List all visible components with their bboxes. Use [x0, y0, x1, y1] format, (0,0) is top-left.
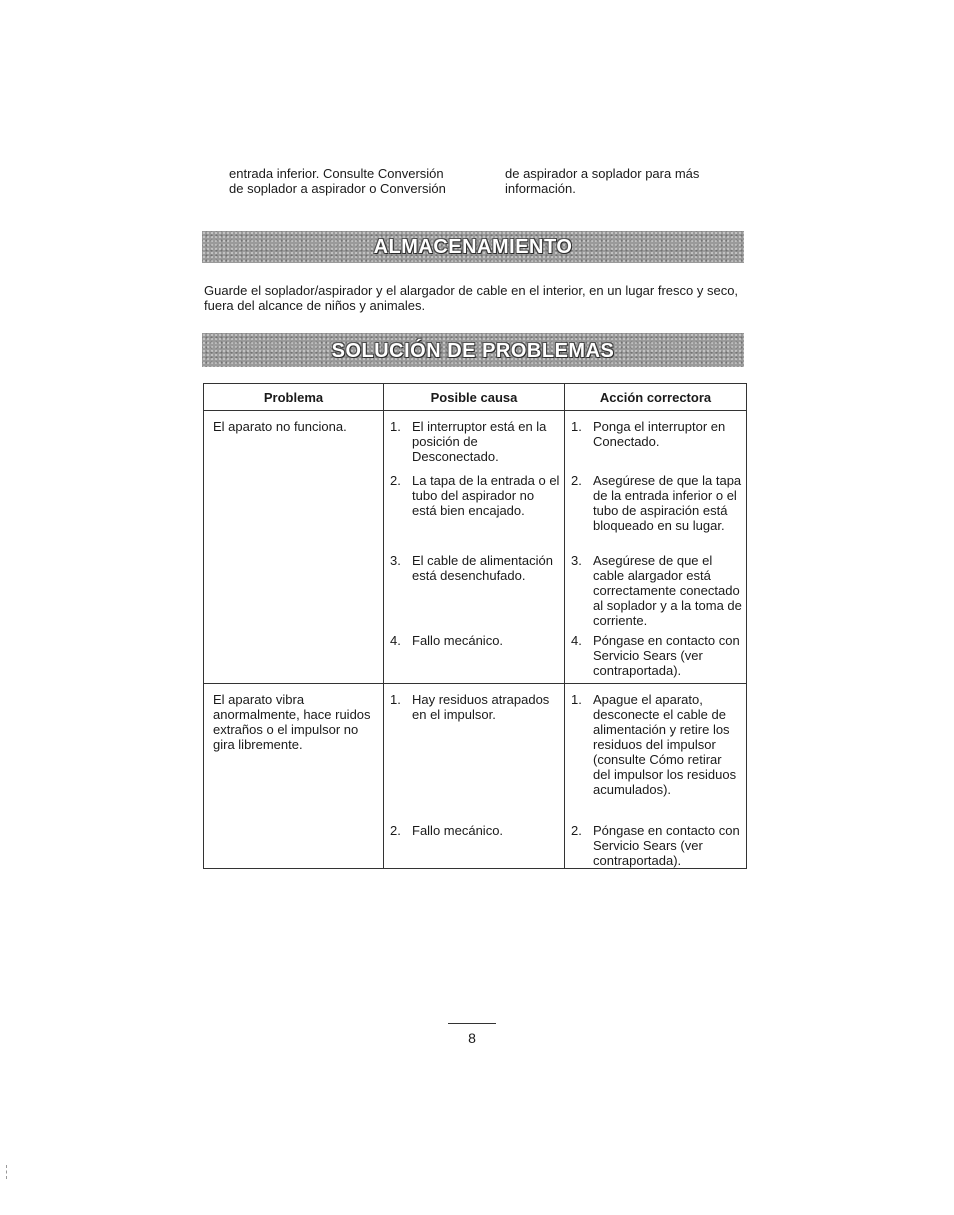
item-number: 4. — [390, 633, 401, 648]
item-number: 1. — [571, 692, 582, 707]
action-item — [571, 553, 742, 633]
cause-item — [390, 473, 560, 553]
problem-cell: El aparato vibra anormalmente, hace ruidos extraños o el impulsor no gira libremente. — [204, 684, 384, 869]
intro-column-right — [505, 166, 745, 196]
intro-line: entrada inferior. Consulte Conversión — [229, 166, 444, 181]
column-header-action: Acción correctora — [565, 384, 747, 411]
intro-line: de aspirador a soplador para más — [505, 166, 700, 181]
cause-text: El cable de alimentación está desenchufado. — [412, 553, 553, 583]
item-number: 3. — [571, 553, 582, 568]
page-number-rule — [448, 1023, 496, 1024]
cause-item — [390, 633, 560, 648]
intro-column-left — [229, 166, 489, 196]
cause-cell — [384, 411, 565, 684]
table-row — [204, 684, 747, 869]
action-text: Póngase en contacto con Servicio Sears (ver contraportada). — [593, 823, 740, 868]
action-item — [571, 692, 742, 823]
cause-text: El interruptor está en la posición de Desconectado. — [412, 419, 547, 464]
action-text: Asegúrese de que el cable alargador está correctamente conectado al soplador y a la toma de corriente. — [593, 553, 742, 628]
cause-text: Fallo mecánico. — [412, 823, 504, 838]
action-text: Apague el aparato, desconecte el cable de alimentación y retire los residuos del impulsor (consulte Cómo retirar del impulsor los residuos acumulados). — [593, 692, 737, 797]
action-text: Ponga el interruptor en Conectado. — [593, 419, 726, 449]
action-item — [571, 473, 742, 553]
cause-item — [390, 823, 560, 838]
intro-line: de soplador a aspirador o Conversión — [229, 181, 446, 196]
action-item — [571, 419, 742, 473]
action-cell — [565, 684, 747, 869]
page-number: 8 — [468, 1030, 476, 1046]
troubleshooting-heading: SOLUCIÓN DE PROBLEMAS — [202, 333, 744, 367]
cause-item — [390, 692, 560, 823]
item-number: 1. — [571, 419, 582, 434]
column-header-problem: Problema — [204, 384, 384, 411]
action-item — [571, 823, 742, 868]
cause-text: La tapa de la entrada o el tubo del aspirador no está bien encajado. — [412, 473, 560, 518]
action-text: Asegúrese de que la tapa de la entrada inferior o el tubo de aspiración está bloqueado en su lugar. — [593, 473, 742, 533]
cause-item — [390, 553, 560, 633]
item-number: 3. — [390, 553, 401, 568]
cause-cell — [384, 684, 565, 869]
scan-edge-mark — [6, 1165, 7, 1179]
item-number: 1. — [390, 419, 401, 434]
troubleshooting-table — [203, 383, 747, 869]
table-header-row — [204, 384, 747, 411]
item-number: 2. — [390, 473, 401, 488]
item-number: 2. — [390, 823, 401, 838]
cause-item — [390, 419, 560, 473]
storage-heading: ALMACENAMIENTO — [202, 231, 744, 263]
storage-text: Guarde el soplador/aspirador y el alargador de cable en el interior, en un lugar fresco y seco, fuera del alcance de niños y animales. — [204, 283, 739, 313]
intro-line: información. — [505, 181, 576, 196]
cause-text: Fallo mecánico. — [412, 633, 504, 648]
item-number: 1. — [390, 692, 401, 707]
problem-cell: El aparato no funciona. — [204, 411, 384, 684]
action-item — [571, 633, 742, 678]
column-header-cause: Posible causa — [384, 384, 565, 411]
item-number: 2. — [571, 823, 582, 838]
item-number: 4. — [571, 633, 582, 648]
table-row — [204, 411, 747, 684]
action-cell — [565, 411, 747, 684]
action-text: Póngase en contacto con Servicio Sears (ver contraportada). — [593, 633, 740, 678]
cause-text: Hay residuos atrapados en el impulsor. — [412, 692, 550, 722]
item-number: 2. — [571, 473, 582, 488]
